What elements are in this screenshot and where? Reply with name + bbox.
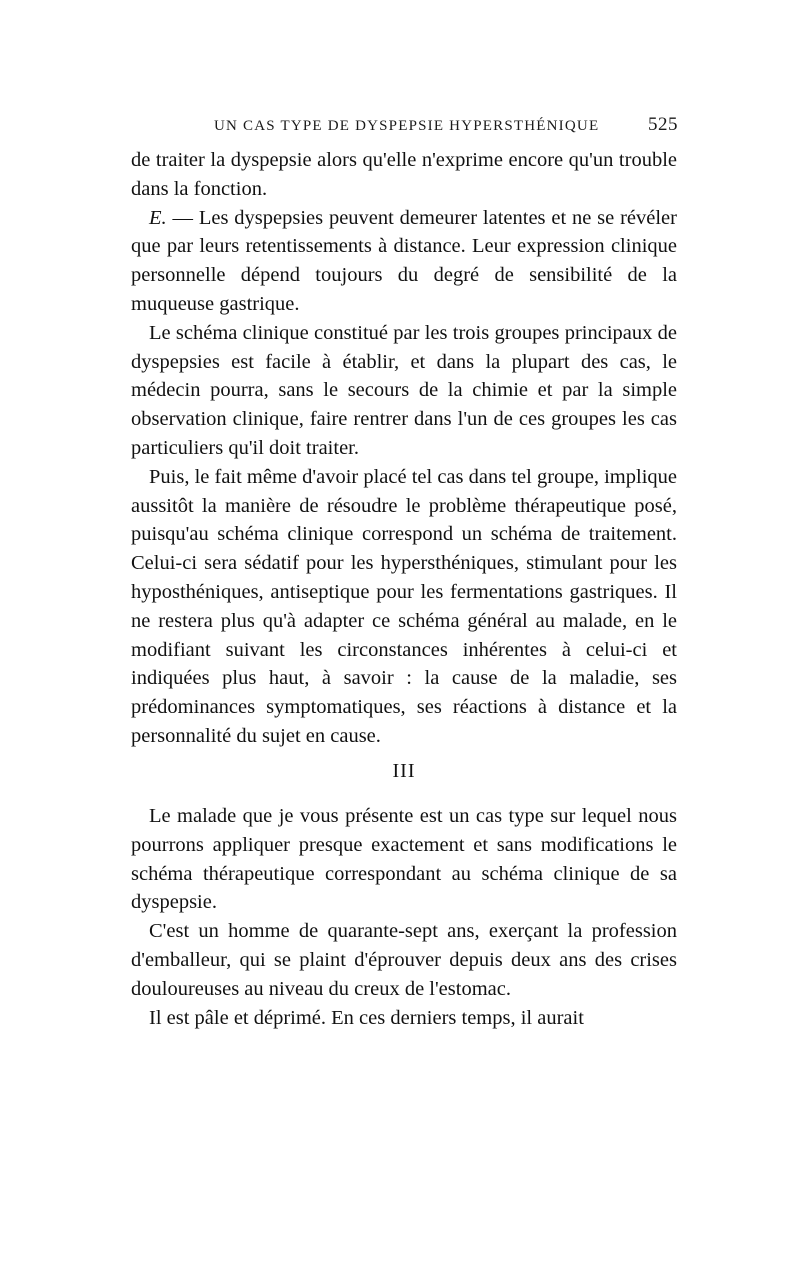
page-number: 525	[648, 114, 678, 135]
section-text-block	[131, 802, 677, 1032]
paragraph-text: de traiter la dyspepsie alors qu'elle n'exprime encore qu'un trouble dans la fonction.	[131, 149, 677, 200]
paragraph-malade	[131, 802, 677, 917]
paragraph-text: — Les dyspepsies peuvent demeurer latentes et ne se révéler que par leurs retentissements à distance. Leur expression clinique personnelle dépend toujours du degré de sensibilité de la muqueuse gastrique.	[131, 206, 677, 315]
paragraph-text: Le malade que je vous présente est un cas type sur lequel nous pourrons appliquer presque exactement et sans modifications le schéma thérapeutique correspondant au schéma clinique de sa dyspepsie.	[131, 805, 677, 914]
paragraph-text: Il est pâle et déprimé. En ces derniers temps, il aurait	[149, 1006, 584, 1029]
paragraph-continuation	[131, 146, 677, 204]
paragraph-pale	[131, 1004, 677, 1033]
running-title: UN CAS TYPE DE DYSPEPSIE HYPERSTHÉNIQUE	[214, 118, 600, 134]
paragraph-text: C'est un homme de quarante-sept ans, exerçant la profession d'emballeur, qui se plaint d'éprouver depuis deux ans des crises douloureuses au niveau du creux de l'estomac.	[131, 920, 677, 1000]
paragraph-homme	[131, 917, 677, 1003]
running-head	[130, 112, 678, 142]
paragraph-puis	[131, 463, 677, 751]
paragraph-text: Puis, le fait même d'avoir placé tel cas dans tel groupe, implique aussitôt la manière de résoudre le problème thérapeutique posé, puisqu'au schéma clinique correspond un schéma de traitement. Celui-ci sera sédatif pour les hypersthéniques, stimulant pour les hyposthéniques, antiseptique pour les fermentations gastriques. Il ne restera plus qu'à adapter ce schéma général au malade, en le modifiant suivant les circonstances inhérentes à celui-ci et indiquées plus haut, à savoir : la cause de la maladie, ses prédominances symptomatiques, ses réactions à distance et la personnalité du sujet en cause.	[131, 465, 677, 747]
main-text-block	[131, 146, 677, 751]
paragraph-e	[131, 204, 677, 319]
paragraph-text: Le schéma clinique constitué par les trois groupes principaux de dyspepsies est facile à établir, et dans la plupart des cas, le médecin pourra, sans le secours de la chimie et par la simple observation clinique, faire rentrer dans l'un de ces groupes les cas particuliers qu'il doit traiter.	[131, 321, 677, 459]
paragraph-schema	[131, 319, 677, 463]
section-heading: III	[392, 760, 416, 782]
paragraph-lead-letter: E.	[149, 206, 167, 229]
